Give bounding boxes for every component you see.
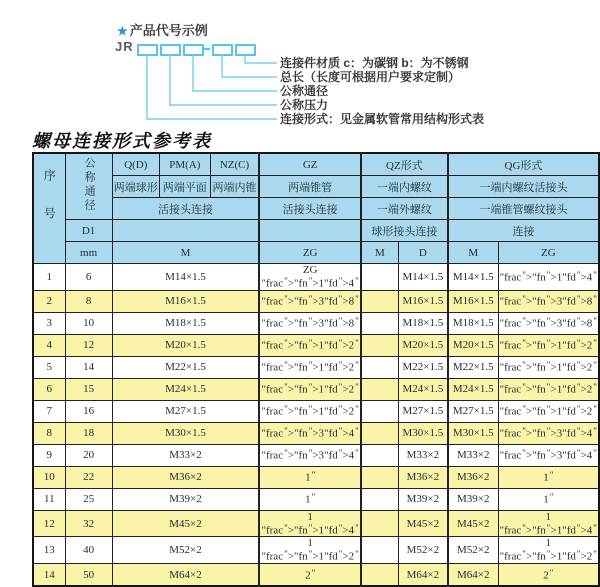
cell-gz-zg: 2" <box>259 564 360 587</box>
cell-qz-m <box>361 466 399 488</box>
cell-m-thread: M24×1.5 <box>112 378 259 400</box>
col-header-q: Q(D) <box>112 153 159 176</box>
cell-dn: 40 <box>65 537 112 564</box>
cell-qg-m: M36×2 <box>448 466 498 488</box>
cell-m-thread: M22×1.5 <box>112 356 259 378</box>
code-label-diameter: 公称通径 <box>280 84 329 98</box>
cell-qz-d: M16×1.5 <box>398 290 448 312</box>
cell-seq: 8 <box>33 422 65 444</box>
qg-m-label: M <box>448 242 498 264</box>
cell-seq: 14 <box>33 564 65 587</box>
table-row <box>33 378 599 400</box>
cell-qz-m <box>361 564 399 587</box>
d1-label: D1 <box>65 220 112 242</box>
cell-m-thread: M14×1.5 <box>112 264 259 291</box>
cell-qg-m: M22×1.5 <box>448 356 498 378</box>
cell-qz-d: M36×2 <box>398 466 448 488</box>
cell-dn: 15 <box>65 378 112 400</box>
cell-qz-d: M27×1.5 <box>398 400 448 422</box>
cell-gz-zg: "frac">"fn">3"fd">8" <box>259 312 360 334</box>
cell-m-thread: M20×1.5 <box>112 334 259 356</box>
cell-qg-m: M39×2 <box>448 488 498 510</box>
cell-gz-zg: ZG "frac">"fn">1"fd">4" <box>261 264 359 290</box>
cell-m-thread: M52×2 <box>112 537 259 564</box>
cell-qg-zg: 2" <box>498 564 599 587</box>
col-header-nz: NZ(C) <box>210 153 259 176</box>
cell-qz-m <box>361 400 399 422</box>
qz-desc: 一端内螺纹 <box>361 176 448 198</box>
table-row <box>33 400 599 422</box>
table-row <box>33 264 599 291</box>
cell-m-thread: M18×1.5 <box>112 312 259 334</box>
cell-gz-zg: "frac">"fn">3"fd">4" <box>259 422 360 444</box>
cell-qz-d: M22×1.5 <box>398 356 448 378</box>
cell-qz-m <box>361 422 399 444</box>
cell-gz-zg: 1" <box>259 488 360 510</box>
star-icon: ★ <box>117 24 128 38</box>
table-row <box>33 537 599 564</box>
cell-qg-zg: 1 "frac">"fn">1"fd">2" <box>498 537 599 564</box>
cell-qg-zg: "frac">"fn">1"fd">2" <box>498 400 599 422</box>
qg-zg-label: ZG <box>498 242 599 264</box>
cell-qg-m: M33×2 <box>448 444 498 466</box>
cell-dn: 18 <box>65 422 112 444</box>
cell-dn: 14 <box>65 356 112 378</box>
cell-dn: 12 <box>65 334 112 356</box>
cell-qg-zg: "frac">"fn">3"fd">8" <box>498 290 599 312</box>
col-header-gz: GZ <box>259 153 360 176</box>
cell-dn: 16 <box>65 400 112 422</box>
cell-gz-zg: "frac">"fn">1"fd">2" <box>259 356 360 378</box>
code-label-pressure: 公称压力 <box>280 98 329 112</box>
cell-qg-zg: "frac">"fn">1"fd">2" <box>498 334 599 356</box>
qz-m-label: M <box>361 242 399 264</box>
cell-qg-m: M16×1.5 <box>448 290 498 312</box>
blank-cell <box>112 220 259 242</box>
table-row <box>33 334 599 356</box>
cell-seq: 5 <box>33 356 65 378</box>
cell-qz-m <box>361 444 399 466</box>
table-row <box>33 290 599 312</box>
cell-qz-d: M30×1.5 <box>398 422 448 444</box>
cell-qg-zg: "frac">"fn">1"fd">2" <box>498 356 599 378</box>
table-row <box>33 444 599 466</box>
cell-qg-m: M18×1.5 <box>448 312 498 334</box>
blank-cell-gz <box>259 220 360 242</box>
cell-m-thread: M45×2 <box>112 510 259 537</box>
union-connection: 活接头连接 <box>112 198 259 220</box>
cell-qz-d: M33×2 <box>398 444 448 466</box>
cell-qg-m: M20×1.5 <box>448 334 498 356</box>
qz-d-label: D <box>398 242 448 264</box>
cell-qg-m: M64×2 <box>448 564 498 587</box>
cell-dn: 22 <box>65 466 112 488</box>
cell-qz-d: M18×1.5 <box>398 312 448 334</box>
cell-qz-m <box>361 290 399 312</box>
cell-qg-m: M45×2 <box>448 510 498 537</box>
cell-dn: 32 <box>65 510 112 537</box>
cell-gz-zg: "frac">"fn">1"fd">2" <box>259 400 360 422</box>
table-row <box>33 488 599 510</box>
cell-m-thread: M36×2 <box>112 466 259 488</box>
qg-desc-2: 一端锥管螺纹接头 <box>448 198 599 220</box>
cell-seq: 4 <box>33 334 65 356</box>
cell-m-thread: M16×1.5 <box>112 290 259 312</box>
cell-seq: 6 <box>33 378 65 400</box>
col-header-pm: PM(A) <box>160 153 211 176</box>
cell-qz-m <box>361 510 399 537</box>
mm-label: mm <box>65 242 112 264</box>
header-row-5 <box>33 242 599 264</box>
table-body <box>33 264 599 587</box>
cell-qz-d: M24×1.5 <box>398 378 448 400</box>
cell-qz-m <box>361 378 399 400</box>
cell-qz-m <box>361 537 399 564</box>
nz-desc: 两端内锥 <box>210 176 259 198</box>
cell-qz-d: M45×2 <box>398 510 448 537</box>
gz-desc: 两端锥管 <box>259 176 360 198</box>
cell-dn: 25 <box>65 488 112 510</box>
cell-qz-m <box>361 334 399 356</box>
col-header-dn: 公称通径 <box>65 153 112 220</box>
cell-m-thread: M27×1.5 <box>112 400 259 422</box>
col-header-qg: QG形式 <box>448 153 599 176</box>
qg-desc: 一端内螺纹活接头 <box>448 176 599 198</box>
code-label-length: 总长（长度可根据用户要求定制） <box>280 70 461 84</box>
header-row-3 <box>33 198 599 220</box>
cell-m-thread: M30×1.5 <box>112 422 259 444</box>
cell-qg-m: M14×1.5 <box>448 264 498 291</box>
cell-m-thread: M64×2 <box>112 564 259 587</box>
col-header-qz: QZ形式 <box>361 153 448 176</box>
product-code-title-text: 产品代号示例 <box>129 23 208 38</box>
cell-seq: 11 <box>33 488 65 510</box>
cell-m-thread: M39×2 <box>112 488 259 510</box>
header-row-2 <box>33 176 599 198</box>
cell-qg-zg: "frac">"fn">3"fd">4" <box>498 422 599 444</box>
header-row-4 <box>33 220 599 242</box>
cell-qg-zg: 1" <box>498 466 599 488</box>
cell-qg-zg: 1 "frac">"fn">1"fd">4" <box>498 510 599 537</box>
cell-qg-zg: "frac">"fn">1"fd">2" <box>498 378 599 400</box>
cell-gz-zg: "frac">"fn">3"fd">4" <box>259 444 360 466</box>
cell-qg-zg: "frac">"fn">3"fd">8" <box>498 312 599 334</box>
cell-qz-d: M20×1.5 <box>398 334 448 356</box>
cell-qg-zg: "frac">"fn">3"fd">4" <box>498 444 599 466</box>
cell-seq: 13 <box>33 537 65 564</box>
header-row-1 <box>33 153 599 176</box>
cell-seq: 9 <box>33 444 65 466</box>
cell-qz-d: M52×2 <box>398 537 448 564</box>
cell-qg-zg: "frac">"fn">1"fd">4" <box>498 264 599 291</box>
cell-dn: 6 <box>65 264 112 291</box>
cell-qz-m <box>361 312 399 334</box>
cell-dn: 50 <box>65 564 112 587</box>
cell-qz-d: M64×2 <box>398 564 448 587</box>
col-header-seq: 序号 <box>33 153 65 264</box>
cell-qz-d: M39×2 <box>398 488 448 510</box>
cell-qz-m <box>361 356 399 378</box>
code-prefix: JR <box>115 39 134 54</box>
cell-dn: 20 <box>65 444 112 466</box>
cell-gz-zg: 1" <box>259 466 360 488</box>
cell-qg-zg: 1" <box>498 488 599 510</box>
cell-dn: 8 <box>65 290 112 312</box>
cell-dn: 10 <box>65 312 112 334</box>
cell-qz-d: M14×1.5 <box>398 264 448 291</box>
table-row <box>33 422 599 444</box>
gz-unit-label: ZG <box>259 242 360 264</box>
cell-gz-zg: "frac">"fn">3"fd">8" <box>259 290 360 312</box>
cell-seq: 12 <box>33 510 65 537</box>
cell-qg-m: M24×1.5 <box>448 378 498 400</box>
cell-gz-zg: 1 "frac">"fn">1"fd">2" <box>261 537 359 564</box>
table-row <box>33 510 599 537</box>
m-unit-label: M <box>112 242 259 264</box>
nut-connection-table <box>32 152 600 587</box>
cell-gz-zg: "frac">"fn">1"fd">2" <box>259 334 360 356</box>
qz-connection: 球形接头连接 <box>361 220 448 242</box>
code-label-material: 连接件材质 c：为碳钢 b：为不锈钢 <box>280 56 469 70</box>
cell-seq: 1 <box>33 264 65 291</box>
cell-gz-zg: 1 "frac">"fn">1"fd">4" <box>261 510 359 537</box>
table-row <box>33 356 599 378</box>
table-row <box>33 564 599 587</box>
table-title: 螺母连接形式参考表 <box>32 131 212 151</box>
cell-m-thread: M33×2 <box>112 444 259 466</box>
cell-qg-m: M27×1.5 <box>448 400 498 422</box>
qz-desc-2: 一端外螺纹 <box>361 198 448 220</box>
cell-qz-m <box>361 264 399 291</box>
cell-seq: 2 <box>33 290 65 312</box>
pm-desc: 两端平面 <box>160 176 211 198</box>
gz-connection: 活接头连接 <box>259 198 360 220</box>
q-desc: 两端球形 <box>112 176 159 198</box>
cell-seq: 3 <box>33 312 65 334</box>
qg-connection: 连接 <box>448 220 599 242</box>
cell-seq: 10 <box>33 466 65 488</box>
cell-qg-m: M30×1.5 <box>448 422 498 444</box>
cell-qg-m: M52×2 <box>448 537 498 564</box>
cell-qz-m <box>361 488 399 510</box>
cell-seq: 7 <box>33 400 65 422</box>
cell-gz-zg: "frac">"fn">1"fd">2" <box>259 378 360 400</box>
code-label-connection: 连接形式：见金属软管常用结构形式表 <box>280 112 485 126</box>
table-row <box>33 312 599 334</box>
table-row <box>33 466 599 488</box>
